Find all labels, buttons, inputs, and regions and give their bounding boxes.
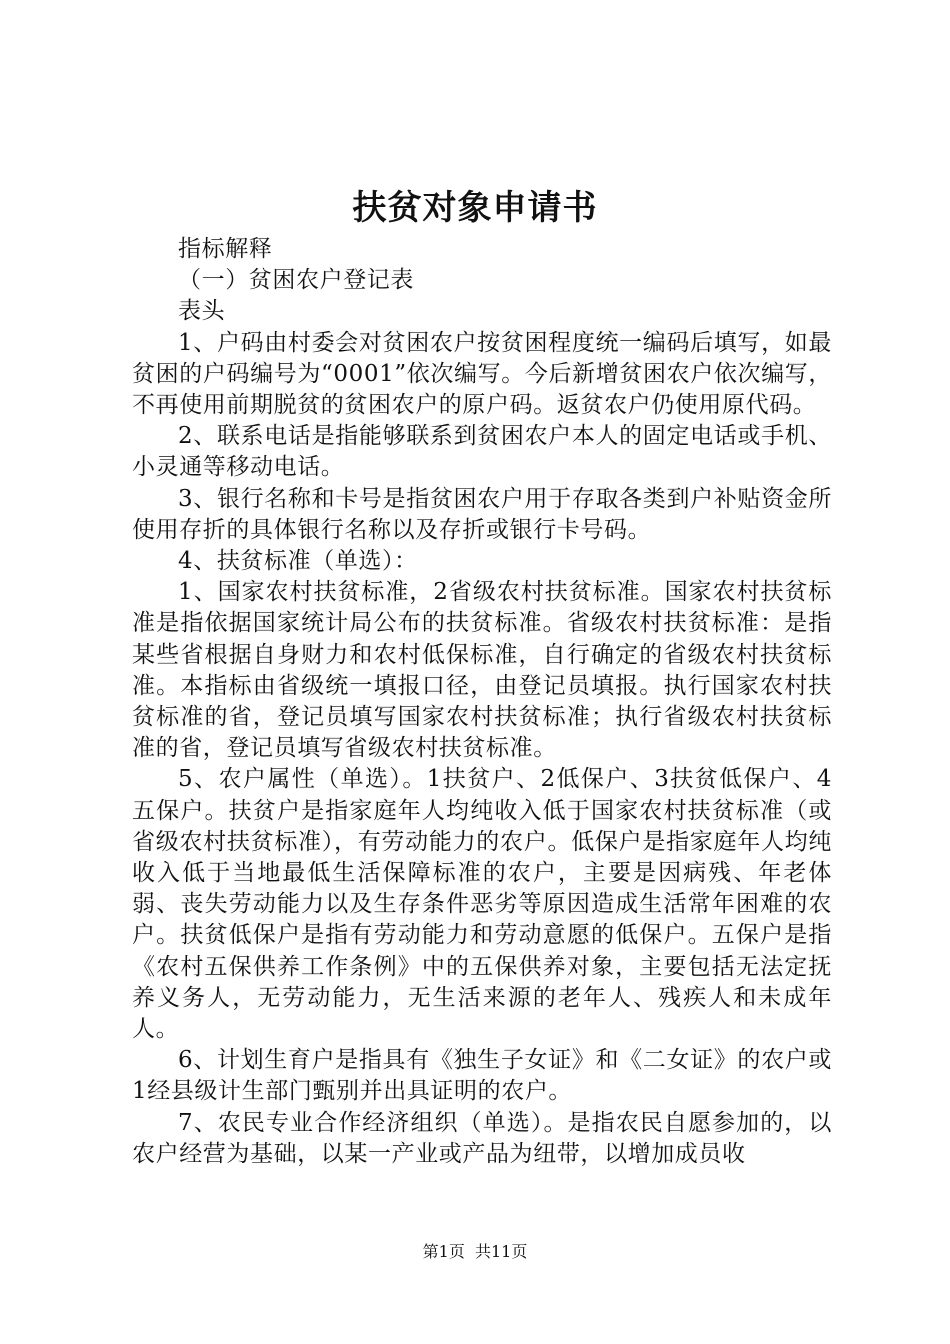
paragraph-item-5-household-type: 5、农户属性（单选）。1扶贫户、2低保户、3扶贫低保户、4五保户。扶贫户是指家庭年人均纯收入低于国家农村扶贫标准（或省级农村扶贫标准），有劳动能力的农户。低保户是指家庭年人均纯收入低于当地最低生活保障标准的农户，主要是因病残、年老体弱、丧失劳动能力以及生存条件恶劣等原因造成生活常年困难的农户。扶贫低保户是指有劳动能力和劳动意愿的低保户。五保户是指《农村五保供养工作条例》中的五保供养对象，主要包括无法定抚养义务人，无劳动能力，无生活来源的老年人、残疾人和未成年人。 bbox=[132, 766, 832, 1043]
paragraph-item-1-household-code: 1、户码由村委会对贫困农户按贫困程度统一编码后填写，如最贫困的户码编号为“0001”依次编写。今后新增贫困农户依次编写，不再使用前期脱贫的贫困农户的原户码。返贫农户仍使用原代码。 bbox=[132, 329, 832, 419]
paragraph-item-6-family-planning: 6、计划生育户是指具有《独生子女证》和《二女证》的农户或1经县级计生部门甄别并出具证明的农户。 bbox=[132, 1047, 832, 1105]
paragraph-table-header: 表头 bbox=[178, 298, 226, 325]
paragraph-standard-detail: 1、国家农村扶贫标准，2省级农村扶贫标准。国家农村扶贫标准是指依据国家统计局公布的扶贫标准。省级农村扶贫标准：是指某些省根据自身财力和农村低保标准，自行确定的省级农村扶贫标准。本指标由省级统一填报口径，由登记员填报。执行国家农村扶贫标准的省，登记员填写国家农村扶贫标准；执行省级农村扶贫标准的省，登记员填写省级农村扶贫标准。 bbox=[132, 579, 832, 762]
document-body bbox=[132, 234, 832, 1170]
paragraph-item-3-bank: 3、银行名称和卡号是指贫困农户用于存取各类到户补贴资金所使用存折的具体银行名称以及存折或银行卡号码。 bbox=[132, 485, 832, 543]
page-number: 第1页 共11页 bbox=[422, 1242, 528, 1261]
paragraph-index-explanation: 指标解释 bbox=[178, 236, 273, 262]
paragraph-item-7-cooperative: 7、农民专业合作经济组织（单选）。是指农民自愿参加的，以农户经营为基础，以某一产业或产品为纽带，以增加成员收 bbox=[132, 1109, 832, 1167]
document-title: 扶贫对象申请书 bbox=[352, 188, 598, 228]
paragraph-item-4-standard: 4、扶贫标准（单选）： bbox=[178, 548, 418, 575]
paragraph-item-2-phone: 2、联系电话是指能够联系到贫困农户本人的固定电话或手机、小灵通等移动电话。 bbox=[132, 423, 832, 481]
page-footer bbox=[0, 1240, 950, 1264]
paragraph-section-heading: （一）贫困农户登记表 bbox=[178, 267, 414, 294]
